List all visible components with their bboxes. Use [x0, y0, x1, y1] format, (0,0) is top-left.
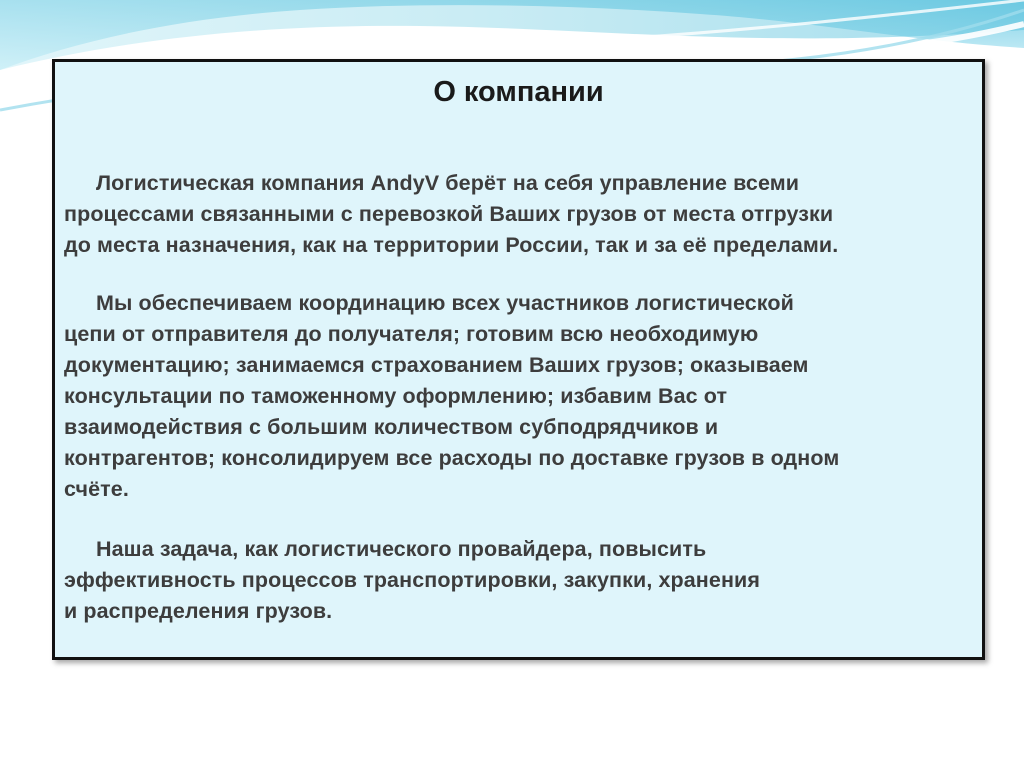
paragraph-line: счёте. [64, 477, 129, 501]
paragraph-mission [64, 534, 760, 627]
paragraph-services [64, 288, 839, 505]
about-company-panel [52, 59, 985, 660]
paragraph-line: документацию; занимаемся страхованием Ваших грузов; оказываем [64, 353, 809, 377]
paragraph-line: консультации по таможенному оформлению; избавим Вас от [64, 384, 728, 408]
paragraph-line: Мы обеспечиваем координацию всех участников логистической [96, 291, 794, 315]
paragraph-line: процессами связанными с перевозкой Ваших грузов от места отгрузки [64, 202, 834, 226]
paragraph-line: эффективность процессов транспортировки, закупки, хранения [64, 568, 761, 592]
paragraph-line: цепи от отправителя до получателя; готовим всю необходимую [64, 322, 759, 346]
panel-title: О компании [433, 76, 604, 108]
paragraph-line: Логистическая компания AndyV берёт на себя управление всеми [96, 171, 800, 195]
paragraph-intro [64, 168, 838, 261]
paragraph-line: взаимодействия с большим количеством субподрядчиков и [64, 415, 719, 439]
paragraph-line: контрагентов; консолидируем все расходы по доставке грузов в одном [64, 446, 840, 470]
paragraph-line: до места назначения, как на территории России, так и за её пределами. [64, 233, 839, 257]
paragraph-line: и распределения грузов. [64, 599, 333, 623]
paragraph-line: Наша задача, как логистического провайдера, повысить [96, 537, 707, 561]
